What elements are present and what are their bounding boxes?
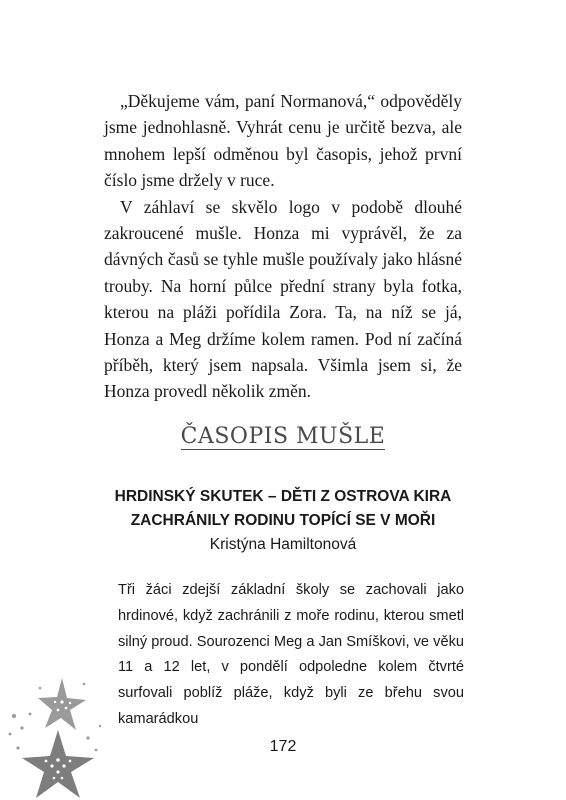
page-number: 172 — [269, 738, 297, 755]
article-headline-line-2: ZACHRÁNILY RODINU TOPÍCÍ SE V MOŘI — [130, 512, 436, 529]
magazine-title-text: ČASOPIS MUŠLE — [180, 424, 386, 449]
story-paragraph-1: „Děkujeme vám, paní Normanová,“ odpověděly jsme jednohlasně. Vyhrát cenu je určitě bezva, ale mnohem lepší odměnou byl časopis, jehož první číslo jsme držely v ruce. — [104, 91, 462, 191]
article-headline-line-1: HRDINSKÝ SKUTEK – DĚTI Z OSTROVA KIRA — [114, 488, 452, 505]
article-author: Kristýna Hamiltonová — [209, 536, 357, 553]
story-paragraph-2: V záhlaví se skvělo logo v podobě dlouhé zakroucené mušle. Honza mi vyprávěl, že za dávných časů se tyhle mušle používaly jako hlásné trouby. Na horní půlce přední strany byla fotka, kterou na pláži pořídila Zora. Ta, na níž se já, Honza a Meg držíme kolem ramen. Pod ní začíná příběh, který jsem napsala. Všimla jsem si, že Honza provedl několik změn. — [104, 196, 462, 402]
starfish-icon — [38, 678, 86, 730]
article-header — [0, 485, 566, 557]
story-text — [104, 88, 462, 405]
article-paragraph: Tři žáci zdejší základní školy se zachovali jako hrdinové, když zachránili z moře rodinu, kterou smetl silný proud. Sourozenci Meg a Jan Smíškovi, ve věku 11 a 12 let, v pondělí odpoledne kolem čtvrté surfovali poblíž pláže, když byli ze břehu svou kamarádkou — [118, 582, 464, 727]
magazine-title — [0, 424, 566, 449]
article-body — [118, 578, 464, 733]
starfish-decoration — [0, 668, 120, 800]
